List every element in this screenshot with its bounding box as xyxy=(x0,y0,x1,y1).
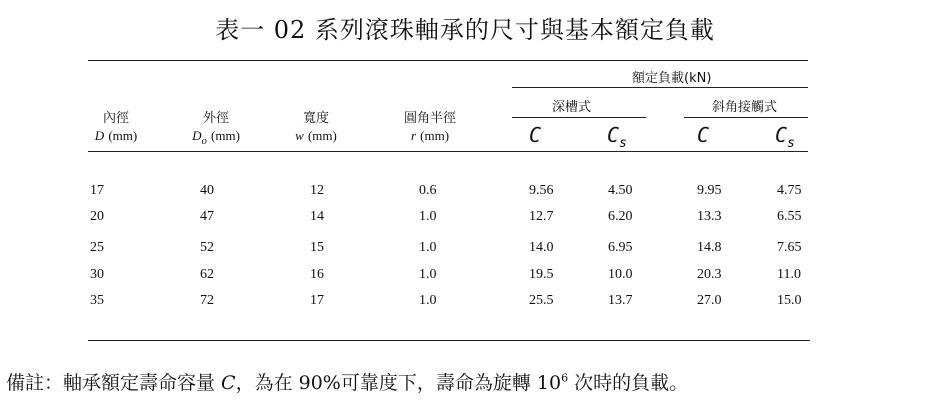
table-title: 表一 02 系列滾珠軸承的尺寸與基本額定負載 xyxy=(215,16,715,44)
deep-c-label: C xyxy=(529,123,542,147)
deep-groove-underline xyxy=(512,117,646,118)
deep-groove-header: 深槽式 xyxy=(552,100,592,115)
table-cell: 27.0 xyxy=(697,293,722,308)
table-cell: 72 xyxy=(200,293,214,308)
table-cell: 13.3 xyxy=(697,209,722,224)
rated-load-underline xyxy=(512,87,808,88)
table-cell: 1.0 xyxy=(419,267,437,282)
table-cell: 12 xyxy=(310,183,324,198)
footnote: 備註：軸承額定壽命容量 C，為在 90%可靠度下，壽命為旋轉 $10^6$ 次時的負載。 xyxy=(6,371,689,394)
table-cell: 30 xyxy=(90,267,104,282)
table-cell: 14.0 xyxy=(529,240,554,255)
outer-diameter-header: 外徑 $D_o$ (mm) xyxy=(192,111,240,147)
table-cell: 35 xyxy=(90,293,104,308)
table-cell: 1.0 xyxy=(419,293,437,308)
angular-c-label: C xyxy=(697,123,710,147)
table-cell: 47 xyxy=(200,209,214,224)
angular-contact-underline xyxy=(684,117,808,118)
table-cell: 0.6 xyxy=(419,183,437,198)
inner-diameter-header: 內徑 D (mm) xyxy=(94,111,138,143)
table-cell: 17 xyxy=(90,183,104,198)
table-cell: 9.56 xyxy=(529,183,554,198)
table-cell: 4.75 xyxy=(777,183,802,198)
table-cell: 20 xyxy=(90,209,104,224)
table-cell: 14 xyxy=(310,209,324,224)
table-cell: 13.7 xyxy=(608,293,633,308)
table-cell: 9.95 xyxy=(697,183,722,198)
table-cell: 17 xyxy=(310,293,324,308)
table-cell: 19.5 xyxy=(529,267,554,282)
table-cell: 4.50 xyxy=(608,183,633,198)
table-cell: 1.0 xyxy=(419,240,437,255)
table-cell: 12.7 xyxy=(529,209,554,224)
table-cell: 15 xyxy=(310,240,324,255)
table-cell: 40 xyxy=(200,183,214,198)
table-cell: 25 xyxy=(90,240,104,255)
width-header: 寬度 w (mm) xyxy=(295,111,337,143)
table-cell: 11.0 xyxy=(777,267,801,282)
table-cell: 14.8 xyxy=(697,240,722,255)
bottom-rule xyxy=(88,340,810,341)
table-cell: 10.0 xyxy=(608,267,633,282)
table-cell: 62 xyxy=(200,267,214,282)
table-cell: 6.20 xyxy=(608,209,633,224)
table-cell: 25.5 xyxy=(529,293,554,308)
table-cell: 15.0 xyxy=(777,293,802,308)
table-cell: 6.55 xyxy=(777,209,802,224)
top-rule xyxy=(88,60,808,61)
angular-contact-header: 斜角接觸式 xyxy=(712,100,778,115)
rated-load-header: 額定負載(kN) xyxy=(632,71,712,86)
table-cell: 6.95 xyxy=(608,240,633,255)
angular-cs-label: $C_s$ xyxy=(775,123,795,151)
fillet-radius-header: 圓角半徑 r (mm) xyxy=(403,111,456,143)
deep-cs-label: $C_s$ xyxy=(607,123,627,151)
table-cell: 7.65 xyxy=(777,240,802,255)
header-bottom-rule xyxy=(88,151,808,152)
table-cell: 20.3 xyxy=(697,267,722,282)
table-cell: 16 xyxy=(310,267,324,282)
table-cell: 52 xyxy=(200,240,214,255)
table-cell: 1.0 xyxy=(419,209,437,224)
